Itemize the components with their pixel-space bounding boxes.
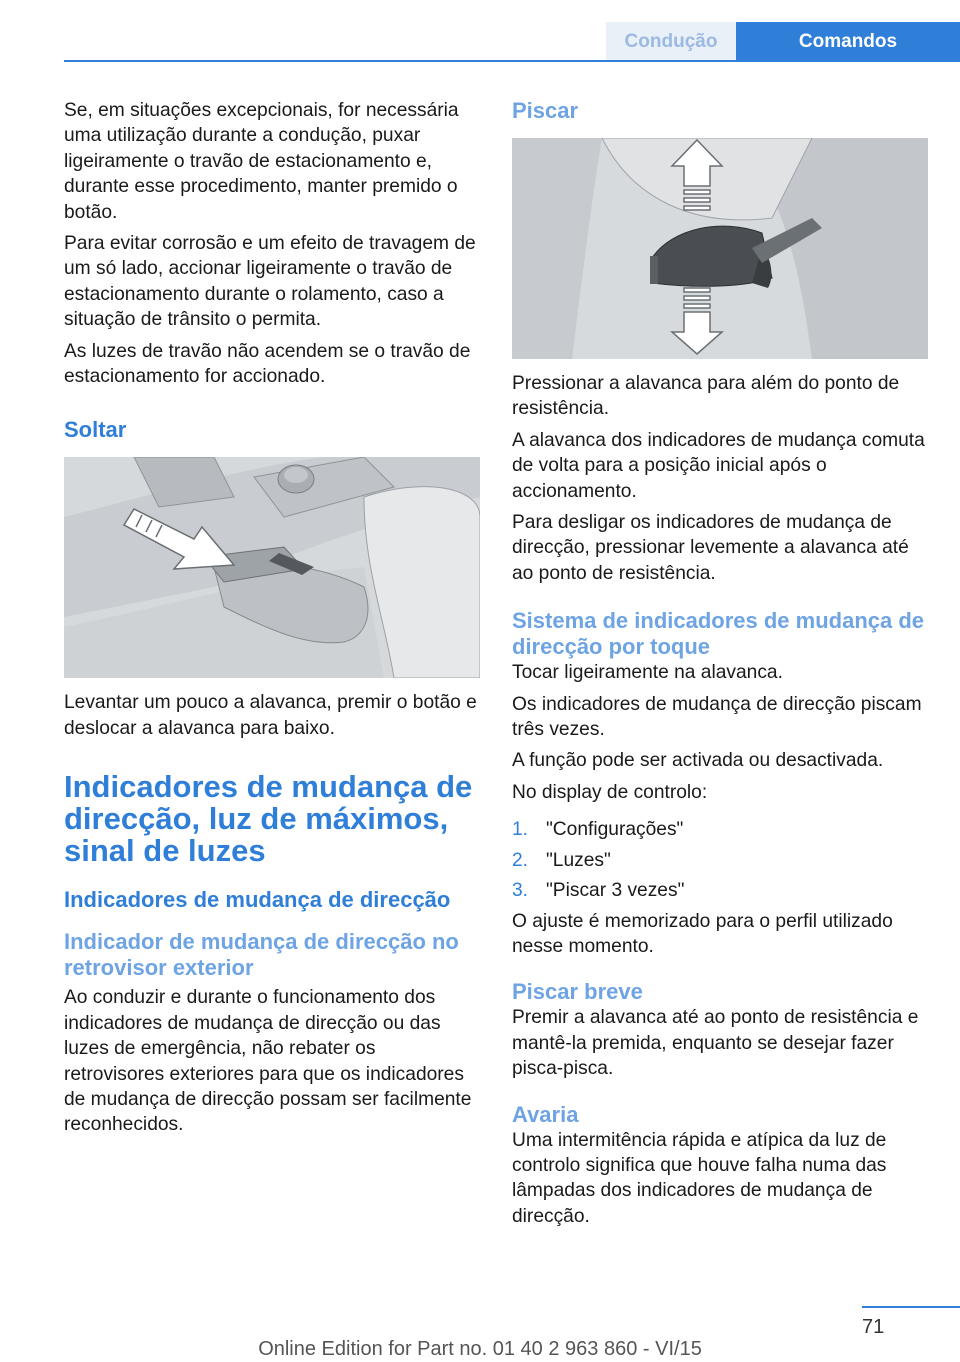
paragraph: Ao conduzir e durante o funcionamento dos indicadores de mudança de direcção ou das luzes de emergência, não rebater os retrovisores exteriores para que os indicadores de mudança de direcção possam ser facilmente reconhecidos.	[64, 987, 472, 1136]
heading-retrovisor: Indicador de mudança de direcção no retrovisor exterior	[64, 929, 459, 981]
paragraph: Para desligar os indicadores de mudança de direcção, pressionar levemente a alavanca até ao ponto de resistência.	[512, 512, 909, 584]
paragraph: Os indicadores de mudança de direcção piscam três vezes.	[512, 693, 922, 741]
left-column	[64, 98, 480, 1144]
paragraph: Uma intermitência rápida e atípica da luz de controlo significa que houve falha numa das lâmpadas dos indicadores de mudança de direcção.	[512, 1129, 887, 1227]
step-text: "Piscar 3 vezes"	[546, 880, 685, 902]
step-number: 3.	[512, 880, 529, 902]
edition-footer: Online Edition for Part no. 01 40 2 963 860 - VI/15	[258, 1338, 702, 1360]
heading-soltar: Soltar	[64, 417, 127, 443]
paragraph: A função pode ser activada ou desactivada.	[512, 750, 884, 772]
step-text: "Configurações"	[546, 819, 684, 841]
page-number: 71	[862, 1316, 885, 1338]
paragraph: O ajuste é memorizado para o perfil utilizado nesse momento.	[512, 910, 893, 957]
heading-main: Indicadores de mudança de direcção, luz de máximos, sinal de luzes	[64, 769, 473, 869]
section-tab: Condução	[606, 22, 736, 60]
heading-sub: Indicadores de mudança de direcção	[64, 887, 451, 913]
right-column	[512, 98, 928, 1235]
paragraph: Tocar ligeiramente na alavanca.	[512, 662, 783, 684]
paragraph: Premir a alavanca até ao ponto de resistência e mantê-la premida, enquanto se desejar fazer pisca-pisca.	[512, 1007, 919, 1080]
footer-rule	[862, 1306, 960, 1308]
step-number: 2.	[512, 849, 529, 871]
step-number: 1.	[512, 819, 529, 841]
settings-steps	[512, 817, 928, 903]
heading-piscar: Piscar	[512, 98, 579, 123]
heading-piscar-breve: Piscar breve	[512, 979, 643, 1005]
header-rule	[64, 60, 960, 62]
paragraph: No display de controlo:	[512, 781, 708, 803]
paragraph: Para evitar corrosão e um efeito de travagem de um só lado, accionar ligeiramente o travão de estacionamento durante o rolamento, caso a situação de trânsito o permita.	[64, 233, 476, 331]
turn-signal-illustration	[512, 138, 928, 359]
step-text: "Luzes"	[546, 849, 611, 871]
paragraph: A alavanca dos indicadores de mudança comuta de volta para a posição inicial após o accionamento.	[512, 429, 925, 502]
heading-toque: Sistema de indicadores de mudança de direcção por toque	[512, 608, 925, 660]
page-header	[0, 0, 960, 62]
heading-avaria: Avaria	[512, 1101, 579, 1127]
list-item	[512, 817, 928, 842]
list-item	[512, 878, 928, 903]
paragraph: Se, em situações excepcionais, for necessária uma utilização durante a condução, puxar ligeiramente o travão de estacionamento e, durante esse procedimento, manter premido o botão.	[64, 100, 459, 223]
chapter-tab: Comandos	[736, 22, 960, 60]
parking-brake-illustration	[64, 457, 480, 678]
paragraph: As luzes de travão não acendem se o travão de estacionamento for accionado.	[64, 340, 471, 388]
list-item	[512, 848, 928, 873]
paragraph: Pressionar a alavanca para além do ponto de resistência.	[512, 373, 900, 420]
paragraph: Levantar um pouco a alavanca, premir o botão e deslocar a alavanca para baixo.	[64, 692, 477, 739]
